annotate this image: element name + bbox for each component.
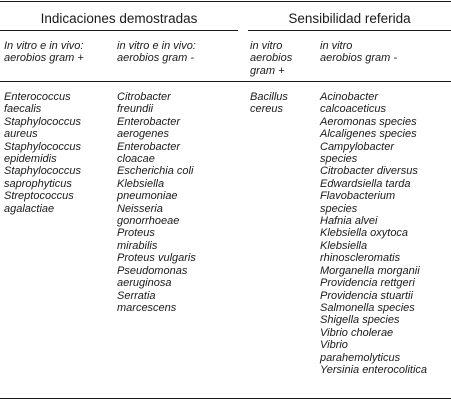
table-cell-line: freundii — [117, 103, 154, 116]
subheader-col-3 — [250, 40, 292, 77]
table-cell-line: in vitro — [320, 40, 353, 52]
table-cell-line: aerobios gram - — [117, 52, 195, 65]
table-cell-line: Salmonella species — [320, 301, 415, 314]
table-cell-line: in vitro e in vivo: — [117, 40, 196, 52]
group-underline-right — [248, 30, 451, 31]
data-col-gram-negative-sensitivity — [320, 91, 427, 376]
table-cell-line: Klebsiella oxytoca — [320, 227, 409, 240]
table-cell-line: Streptococcus — [4, 190, 74, 203]
table-top-rule — [0, 1, 451, 2]
table-cell-line: Edwardsiella tarda — [320, 177, 411, 190]
table-cell-line: Acinobacter — [320, 91, 379, 103]
table-cell-line: aerobios gram + — [4, 52, 84, 65]
data-col-gram-negative-indications — [117, 91, 196, 314]
table-cell-line: In vitro e in vivo: — [4, 40, 84, 52]
table-cell-line: Yersinia enterocolitica — [320, 363, 428, 376]
table-cell-line: aerobios — [250, 52, 293, 65]
table-cell-line: Providencia stuartii — [320, 289, 413, 302]
table-cell-line: in vitro — [250, 40, 283, 52]
table-cell-line: Neisseria — [117, 202, 163, 215]
table-cell-line: Flavobacterium — [320, 190, 396, 203]
table-cell-line: Staphylococcus — [4, 165, 82, 178]
table-cell-line: Morganella morganii — [320, 264, 420, 277]
table-cell-line: Alcaligenes species — [320, 128, 417, 141]
table-cell-line: species — [320, 202, 358, 215]
table-cell-line: Staphylococcus — [4, 115, 82, 128]
table-cell-line: Citrobacter — [117, 91, 171, 103]
table-cell-line: calcoaceticus — [320, 103, 387, 116]
table-cell-line: Staphylococcus — [4, 140, 82, 153]
table-cell-line: Bacillus — [250, 91, 288, 103]
table-cell-line: Vibrio cholerae — [320, 326, 394, 339]
group-title-sensibilidad: Sensibilidad referida — [288, 11, 411, 26]
table-cell-line: Vibrio — [320, 339, 348, 352]
table-cell-line: epidemidis — [4, 153, 57, 166]
header-separator-rule — [0, 81, 451, 82]
table-cell-line: cloacae — [117, 153, 155, 166]
table-cell-line: Enterobacter — [117, 140, 180, 153]
data-col-gram-positive-indications — [4, 91, 81, 215]
table-cell-line: parahemolyticus — [320, 351, 401, 364]
table-cell-line: Escherichia coli — [117, 165, 194, 178]
table-cell-line: Serratia — [117, 289, 156, 302]
table-cell-line: Proteus — [117, 227, 155, 240]
table-bottom-rule — [0, 398, 451, 399]
table-cell-line: Klebsiella — [117, 177, 165, 190]
table-cell-line: Aeromonas species — [320, 115, 417, 128]
table-cell-line: marcescens — [117, 301, 177, 314]
subheader-col-4 — [320, 40, 397, 65]
table-cell-line: Hafnia alvei — [320, 215, 378, 228]
subheader-col-1 — [4, 40, 84, 65]
table-cell-line: saprophyticus — [4, 177, 72, 190]
table-cell-line: Shigella species — [320, 314, 400, 327]
table-cell-line: Pseudomonas — [117, 264, 188, 277]
group-underline-left — [0, 30, 238, 31]
table-cell-line: mirabilis — [117, 239, 158, 252]
table-cell-line: Klebsiella — [320, 239, 368, 252]
table-cell-line: rhinoscleromatis — [320, 252, 401, 265]
table-cell-line: Enterobacter — [117, 115, 180, 128]
table-cell-line: Campylobacter — [320, 140, 394, 153]
table-cell-line: aerogenes — [117, 128, 169, 141]
table-cell-line: aerobios gram - — [320, 52, 398, 65]
table-cell-line: gonorrhoeae — [117, 215, 180, 228]
group-title-indicaciones: Indicaciones demostradas — [40, 11, 198, 26]
table-cell-line: agalactiae — [4, 202, 55, 215]
data-col-gram-positive-sensitivity — [250, 91, 288, 116]
table-cell-line: Providencia rettgeri — [320, 277, 415, 290]
subheader-col-2 — [117, 40, 196, 65]
table-cell-line: aeruginosa — [117, 277, 172, 290]
table-cell-line: pneumoniae — [117, 190, 178, 203]
table-cell-line: cereus — [250, 103, 284, 116]
table-cell-line: Citrobacter diversus — [320, 165, 418, 178]
table-cell-line: Proteus vulgaris — [117, 252, 196, 265]
table-cell-line: faecalis — [4, 103, 42, 116]
table-cell-line: gram + — [250, 64, 285, 77]
table-cell-line: Enterococcus — [4, 91, 71, 103]
table-cell-line: aureus — [4, 128, 38, 141]
table-cell-line: species — [320, 153, 358, 166]
